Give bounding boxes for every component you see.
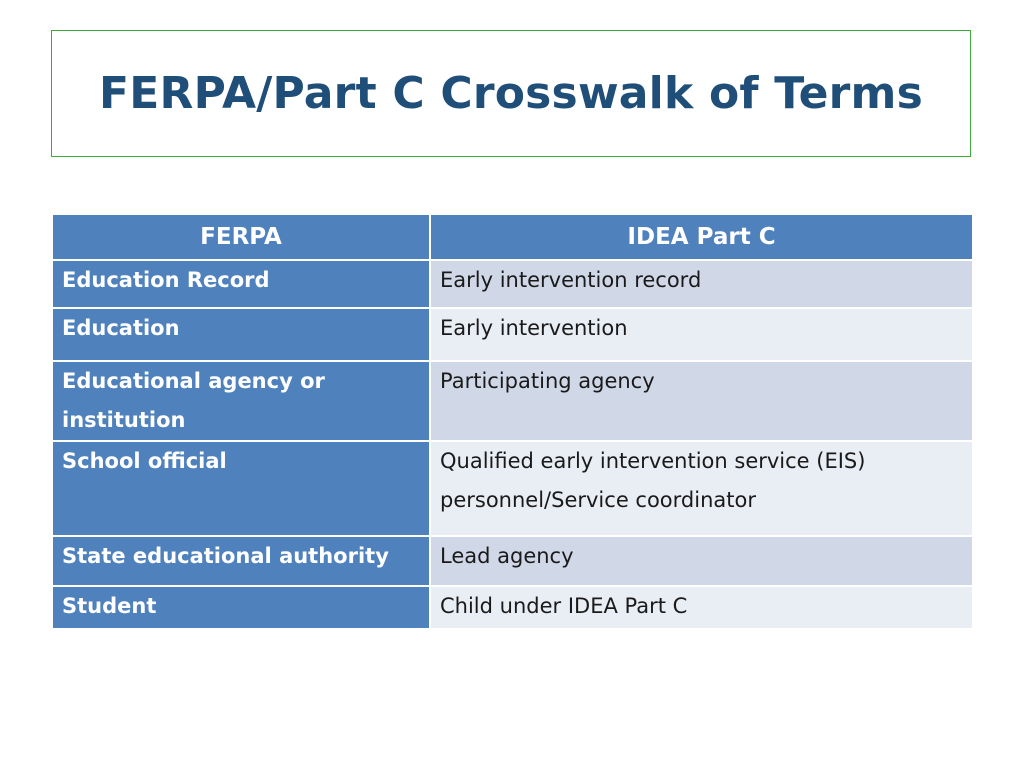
table-header-row [52, 214, 973, 260]
crosswalk-table [51, 213, 974, 630]
idea-term: Child under IDEA Part C [430, 586, 973, 629]
table-row [52, 441, 973, 536]
table-row [52, 260, 973, 308]
idea-term: Early intervention record [430, 260, 973, 308]
header-idea-part-c: IDEA Part C [430, 214, 973, 260]
slide-title: FERPA/Part C Crosswalk of Terms [99, 68, 923, 119]
ferpa-term: School official [52, 441, 430, 536]
table-row [52, 536, 973, 586]
idea-term: Qualified early intervention service (EIS) personnel/Service coordinator [430, 441, 973, 536]
ferpa-term: State educational authority [52, 536, 430, 586]
idea-term: Participating agency [430, 361, 973, 441]
idea-term: Early intervention [430, 308, 973, 361]
table-row [52, 308, 973, 361]
table-row [52, 361, 973, 441]
idea-term: Lead agency [430, 536, 973, 586]
ferpa-term: Education Record [52, 260, 430, 308]
title-frame [51, 30, 971, 157]
ferpa-term: Educational agency or institution [52, 361, 430, 441]
table-row [52, 586, 973, 629]
ferpa-term: Education [52, 308, 430, 361]
header-ferpa: FERPA [52, 214, 430, 260]
ferpa-term: Student [52, 586, 430, 629]
